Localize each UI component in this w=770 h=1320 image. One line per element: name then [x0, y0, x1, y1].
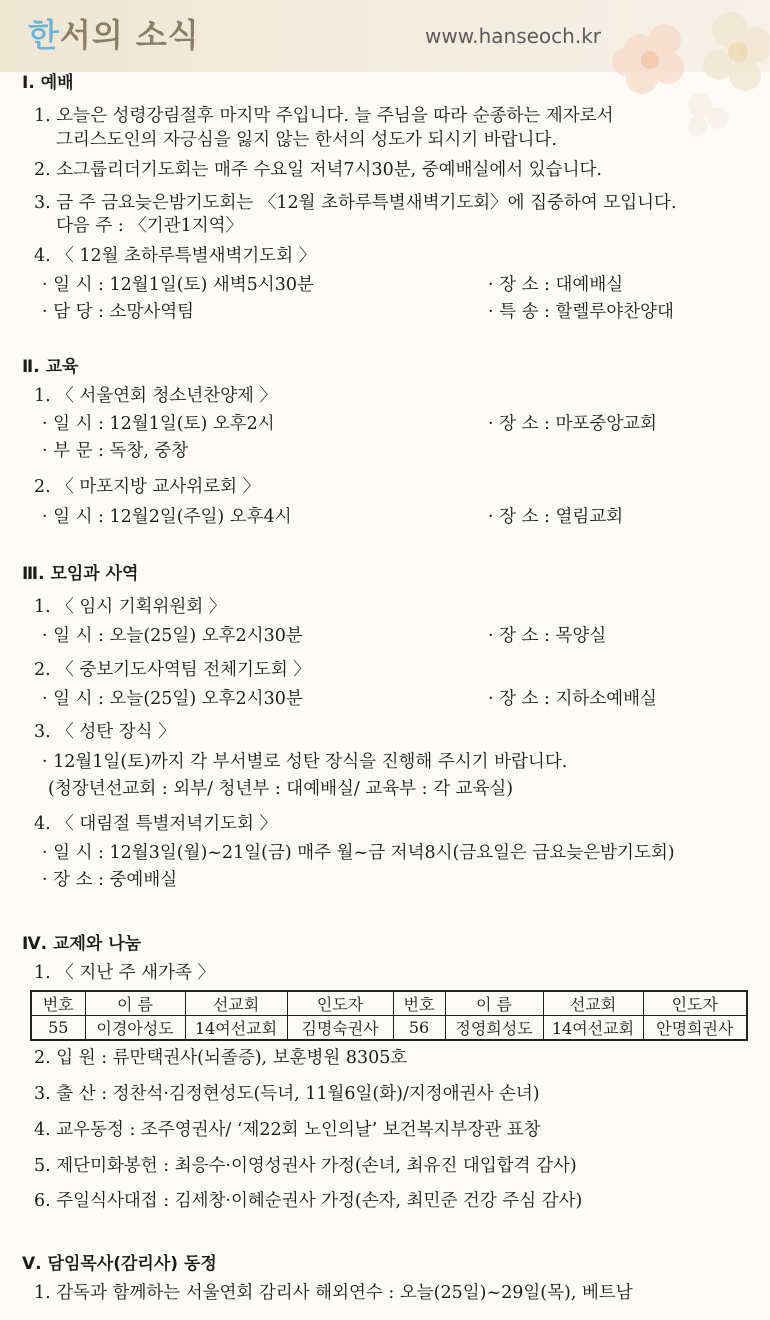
text-line: 2. 입 원 : 류만택권사(뇌졸증), 보훈병원 8305호 [34, 1048, 408, 1068]
text-line: · 담 당 : 소망사역팀 [42, 302, 195, 322]
section-heading: Ⅰ. 예배 [22, 73, 74, 93]
table-cell: 이경아성도 [85, 1016, 185, 1041]
text-line: · 일 시 : 12월3일(월)~21일(금) 매주 월~금 저녁8시(금요일은 금요늦은밤기도회) [42, 843, 675, 863]
table-header-cell: 이 름 [85, 991, 185, 1016]
table-cell: 56 [393, 1016, 445, 1041]
text-line: · 일 시 : 12월1일(토) 새벽5시30분 [42, 275, 314, 295]
table-header-cell: 선교회 [185, 991, 287, 1016]
table-header-cell: 인도자 [643, 991, 747, 1016]
table-cell: 김명숙권사 [287, 1016, 393, 1041]
text-line: · 일 시 : 12월2일(주일) 오후4시 [42, 507, 292, 527]
text-line: 1. 〈 지난 주 새가족 〉 [34, 963, 215, 983]
text-line: 2. 〈 중보기도사역팀 전체기도회 〉 [34, 660, 311, 680]
section-heading: Ⅲ. 모임과 사역 [22, 564, 139, 584]
text-line: 2. 소그룹리더기도회는 매주 수요일 저녁7시30분, 중예배실에서 있습니다. [34, 160, 602, 180]
text-line: 그리스도인의 자긍심을 잃지 않는 한서의 성도가 되시기 바랍니다. [56, 130, 557, 150]
table-cell: 55 [31, 1016, 85, 1041]
text-line: 4. 〈 12월 초하루특별새벽기도회 〉 [34, 246, 317, 266]
text-line: · 장 소 : 목양실 [488, 626, 607, 646]
text-line: 3. 출 산 : 정찬석·김정현성도(득녀, 11월6일(화)/지정애권사 손녀) [34, 1084, 540, 1104]
table-cell: 14여선교회 [543, 1016, 643, 1041]
section-heading: Ⅳ. 교제와 나눔 [22, 934, 142, 954]
table-row [31, 1016, 747, 1041]
table-header-cell: 인도자 [287, 991, 393, 1016]
table-header-cell: 선교회 [543, 991, 643, 1016]
text-line: · 장 소 : 마포중앙교회 [488, 414, 657, 434]
table-cell: 안명희권사 [643, 1016, 747, 1041]
table-header-row [31, 991, 747, 1016]
text-line: 3. 〈 성탄 장식 〉 [34, 722, 176, 742]
text-line: 1. 감독과 함께하는 서울연회 감리사 해외연수 : 오늘(25일)~29일(목), 베트남 [34, 1283, 633, 1303]
text-line: · 장 소 : 중예배실 [42, 870, 178, 890]
text-line: · 특 송 : 할렐루야찬양대 [488, 302, 674, 322]
newsletter-logo: 한서의 소식 [28, 16, 200, 54]
text-line: 1. 〈 임시 기획위원회 〉 [34, 597, 227, 617]
table-cell: 정영희성도 [445, 1016, 543, 1041]
table-header-cell: 번호 [393, 991, 445, 1016]
table-header-cell: 번호 [31, 991, 85, 1016]
text-line: · 일 시 : 오늘(25일) 오후2시30분 [42, 689, 303, 709]
text-line: · 일 시 : 오늘(25일) 오후2시30분 [42, 626, 303, 646]
text-line: 2. 〈 마포지방 교사위로회 〉 [34, 477, 261, 497]
text-line: · 장 소 : 대예배실 [488, 275, 624, 295]
text-line: · 부 문 : 독창, 중창 [42, 441, 189, 461]
table-cell: 14여선교회 [185, 1016, 287, 1041]
text-line: · 12월1일(토)까지 각 부서별로 성탄 장식을 진행해 주시기 바랍니다. [42, 752, 568, 772]
text-line: 3. 금 주 금요늦은밤기도회는 〈12월 초하루특별새벽기도회〉에 집중하여 모입니다. [34, 193, 677, 213]
table-header-cell: 이 름 [445, 991, 543, 1016]
section-heading: Ⅱ. 교육 [22, 357, 79, 377]
text-line: 4. 교우동정 : 조주영권사/ ‘제22회 노인의날’ 보건복지부장관 표창 [34, 1120, 541, 1140]
text-line: 다음 주 : 〈기관1지역〉 [56, 216, 244, 236]
text-line: 1. 〈 서울연회 청소년찬양제 〉 [34, 386, 277, 406]
website-url: www.hanseoch.kr [425, 24, 601, 48]
text-line: (청장년선교회 : 외부/ 청년부 : 대예배실/ 교육부 : 각 교육실) [48, 779, 514, 799]
text-line: · 장 소 : 열림교회 [488, 507, 624, 527]
text-line: 1. 오늘은 성령강림절후 마지막 주입니다. 늘 주님을 따라 순종하는 제자로서 [34, 106, 614, 126]
section-heading: Ⅴ. 담임목사(감리사) 동정 [22, 1254, 217, 1274]
new-family-table [30, 990, 748, 1041]
text-line: 4. 〈 대림절 특별저녁기도회 〉 [34, 814, 277, 834]
text-line: 6. 주일식사대접 : 김세창·이혜순권사 가정(손자, 최민준 건강 주심 감사) [34, 1191, 583, 1211]
text-line: · 장 소 : 지하소예배실 [488, 689, 657, 709]
text-line: · 일 시 : 12월1일(토) 오후2시 [42, 414, 275, 434]
text-line: 5. 제단미화봉헌 : 최응수·이영성권사 가정(손녀, 최유진 대입합격 감사) [34, 1156, 577, 1176]
